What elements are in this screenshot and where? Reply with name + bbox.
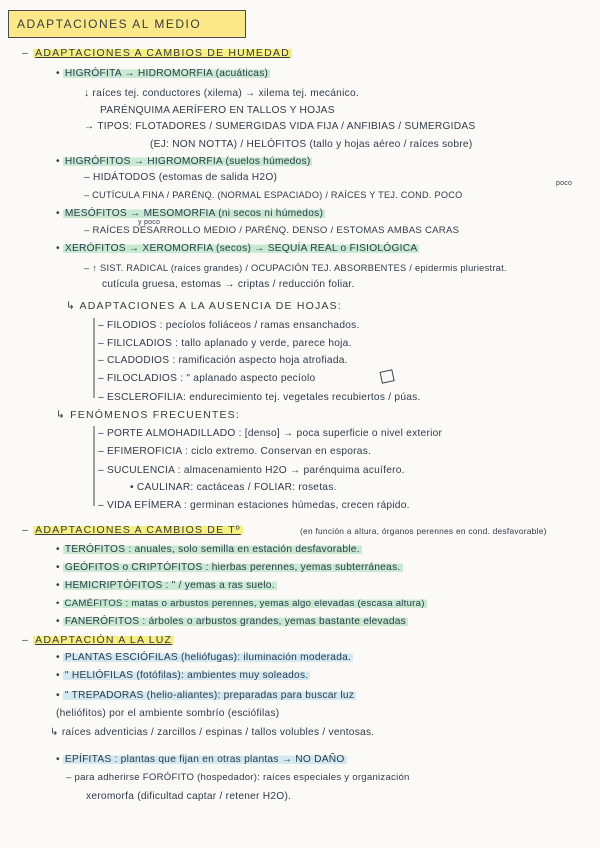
note-line: ↓ raíces tej. conductores (xilema) → xilema tej. mecánico. — [84, 88, 359, 99]
note-text: FILOCLADIOS : " aplanado aspecto pecíolo — [107, 373, 316, 384]
note-text: CAMÉFITOS : matas o arbustos perennes, yemas algo elevadas (escasa altura) — [64, 598, 425, 609]
note-line: – HIDÁTODOS (estomas de salida H2O) — [84, 172, 278, 183]
note-line: – RAÍCES DESARROLLO MEDIO / PARÉNQ. DENSO / ESTOMAS AMBAS CARAS — [84, 225, 460, 236]
note-line: – ↑ SIST. RADICAL (raíces grandes) / OCUPACIÓN TEJ. ABSORBENTES / epidermis pluriestrat. — [84, 263, 507, 273]
note-line: – CLADODIOS : ramificación aspecto hoja atrofiada. — [98, 355, 348, 366]
note-text: para adherirse FORÓFITO (hospedador): raíces especiales y organización — [74, 772, 410, 783]
note-line: – SUCULENCIA : almacenamiento H2O → parénquima acuífero. — [98, 465, 405, 476]
leaf-sketch-icon — [380, 370, 394, 383]
page-title: ADAPTACIONES AL MEDIO — [8, 10, 246, 38]
note-text: HIGRÓFITOS → HIGROMORFIA (suelos húmedos) — [64, 156, 311, 167]
note-line: • " TREPADORAS (helio-aliantes): preparadas para buscar luz — [56, 690, 355, 701]
note-line: ↳ raíces adventicias / zarcillos / espinas / tallos volubles / ventosas. — [50, 727, 375, 738]
note-text: HIDÁTODOS (estomas de salida H2O) — [93, 172, 278, 183]
note-line: • GEÓFITOS o CRIPTÓFITOS : hierbas perennes, yemas subterráneas. — [56, 562, 401, 573]
note-text: CAULINAR: cactáceas / FOLIAR: rosetas. — [136, 482, 337, 493]
note-text: CUTÍCULA FINA / PARÉNQ. (NORMAL ESPACIADO) / RAÍCES Y TEJ. COND. POCO — [92, 190, 463, 200]
note-line: (heliófitos) por el ambiente sombrío (esciófilas) — [56, 708, 280, 719]
note-line: • HIGRÓFITOS → HIGROMORFIA (suelos húmedos) — [56, 156, 311, 167]
heading-note: (en función a altura, órganos perennes en cond. desfavorable) — [300, 526, 547, 536]
note-line: – FILICLADIOS : tallo aplanado y verde, parece hoja. — [98, 338, 352, 349]
note-text: HIGRÓFITA → HIDROMORFIA (acuáticas) — [64, 68, 269, 79]
note-text: raíces adventicias / zarcillos / espinas / tallos volubles / ventosas. — [61, 727, 375, 738]
heading-text: ADAPTACIONES A CAMBIOS DE Tº — [35, 524, 241, 536]
note-text: ESCLEROFILIA: endurecimiento tej. vegetales recubiertos / púas. — [107, 392, 421, 403]
note-text: FILICLADIOS : tallo aplanado y verde, parece hoja. — [107, 338, 352, 349]
note-text: MESÓFITOS → MESOMORFIA (ni secos ni húmedos) — [64, 208, 324, 219]
note-text: PLANTAS ESCIÓFILAS (heliófugas): iluminación moderada. — [64, 652, 352, 663]
note-line: xeromorfa (dificultad captar / retener H2O). — [86, 791, 292, 802]
note-line: • HIGRÓFITA → HIDROMORFIA (acuáticas) — [56, 68, 269, 79]
note-line: – CUTÍCULA FINA / PARÉNQ. (NORMAL ESPACIADO) / RAÍCES Y TEJ. COND. POCO — [84, 190, 463, 200]
note-line: – ESCLEROFILIA: endurecimiento tej. vegetales recubiertos / púas. — [98, 392, 421, 403]
note-text: SUCULENCIA : almacenamiento H2O → parénquima acuífero. — [107, 465, 405, 476]
note-text: FANERÓFITOS : árboles o arbustos grandes, yemas bastante elevadas — [64, 616, 406, 627]
note-line: • CAMÉFITOS : matas o arbustos perennes, yemas algo elevadas (escasa altura) — [56, 598, 425, 609]
note-text: VIDA EFÍMERA : germinan estaciones húmedas, crecen rápido. — [107, 500, 410, 511]
note-text: CLADODIOS : ramificación aspecto hoja atrofiada. — [107, 355, 348, 366]
note-line: PARÉNQUIMA AERÍFERO EN TALLOS Y HOJAS — [100, 105, 335, 116]
note-text: PORTE ALMOHADILLADO : [denso] → poca superficie o nivel exterior — [107, 428, 443, 439]
note-line: – FILOCLADIOS : " aplanado aspecto pecíolo — [98, 373, 316, 384]
heading-text: FENÓMENOS FRECUENTES: — [70, 409, 241, 421]
note-text: ↑ SIST. RADICAL (raíces grandes) / OCUPACIÓN TEJ. ABSORBENTES / epidermis pluriestrat. — [92, 263, 507, 273]
note-line: • HEMICRIPTÓFITOS : " / yemas a ras suelo. — [56, 580, 275, 591]
note-text: EPÍFITAS : plantas que fijan en otras plantas → NO DAÑO — [64, 754, 345, 765]
note-line: → TIPOS: FLOTADORES / SUMERGIDAS VIDA FIJA / ANFIBIAS / SUMERGIDAS — [84, 121, 476, 132]
note-line: – EFIMEROFICIA : ciclo extremo. Conservan en esporas. — [98, 446, 372, 457]
note-line: – VIDA EFÍMERA : germinan estaciones húmedas, crecen rápido. — [98, 500, 410, 511]
note-line: – FILODIOS : pecíolos foliáceos / ramas ensanchados. — [98, 320, 360, 331]
note-line: (EJ: NON NOTTA) / HELÓFITOS (tallo y hojas aéreo / raíces sobre) — [150, 139, 473, 150]
subsection-heading: ↳ FENÓMENOS FRECUENTES: — [56, 409, 241, 421]
note-line: • FANERÓFITOS : árboles o arbustos grandes, yemas bastante elevadas — [56, 616, 406, 627]
note-line: • CAULINAR: cactáceas / FOLIAR: rosetas. — [130, 482, 337, 493]
note-text: EFIMEROFICIA : ciclo extremo. Conservan en esporas. — [107, 446, 372, 457]
heading-text: ADAPTACIÓN A LA LUZ — [35, 634, 173, 646]
note-line: – PORTE ALMOHADILLADO : [denso] → poca superficie o nivel exterior — [98, 428, 443, 439]
note-text: " TREPADORAS (helio-aliantes): preparadas para buscar luz — [64, 690, 355, 701]
note-line: • MESÓFITOS → MESOMORFIA (ni secos ni húmedos) — [56, 208, 324, 219]
margin-note: poco — [556, 180, 573, 187]
note-text: XERÓFITOS → XEROMORFIA (secos) → SEQUÍA REAL o FISIOLÓGICA — [64, 243, 418, 254]
note-text: GEÓFITOS o CRIPTÓFITOS : hierbas perennes, yemas subterráneas. — [64, 562, 401, 573]
note-line: • PLANTAS ESCIÓFILAS (heliófugas): iluminación moderada. — [56, 652, 352, 663]
note-text: RAÍCES DESARROLLO MEDIO / PARÉNQ. DENSO / ESTOMAS AMBAS CARAS — [92, 225, 460, 236]
heading-text: ADAPTACIONES A LA AUSENCIA DE HOJAS: — [79, 300, 342, 312]
note-text: " HELIÓFILAS (fotófilas): ambientes muy soleados. — [64, 670, 309, 681]
note-line: • EPÍFITAS : plantas que fijan en otras plantas → NO DAÑO — [56, 754, 345, 765]
section-heading-humedad: – ADAPTACIONES A CAMBIOS DE HUMEDAD — [22, 47, 290, 59]
note-text: TERÓFITOS : anuales, solo semilla en estación desfavorable. — [64, 544, 360, 555]
note-line: • XERÓFITOS → XEROMORFIA (secos) → SEQUÍA REAL o FISIOLÓGICA — [56, 243, 418, 254]
superscript-note: y poco — [138, 219, 161, 226]
section-heading-luz: – ADAPTACIÓN A LA LUZ — [22, 634, 173, 646]
note-line: • " HELIÓFILAS (fotófilas): ambientes muy soleados. — [56, 670, 309, 681]
note-line: • TERÓFITOS : anuales, solo semilla en estación desfavorable. — [56, 544, 360, 555]
section-heading-temperatura: – ADAPTACIONES A CAMBIOS DE Tº — [22, 524, 241, 536]
note-line: cutícula gruesa, estomas → criptas / reducción foliar. — [102, 279, 355, 290]
note-text: HEMICRIPTÓFITOS : " / yemas a ras suelo. — [64, 580, 275, 591]
note-text: FILODIOS : pecíolos foliáceos / ramas ensanchados. — [107, 320, 360, 331]
subsection-heading: ↳ ADAPTACIONES A LA AUSENCIA DE HOJAS: — [66, 300, 342, 312]
heading-text: ADAPTACIONES A CAMBIOS DE HUMEDAD — [35, 47, 290, 59]
note-line: – para adherirse FORÓFITO (hospedador): raíces especiales y organización — [66, 772, 410, 783]
